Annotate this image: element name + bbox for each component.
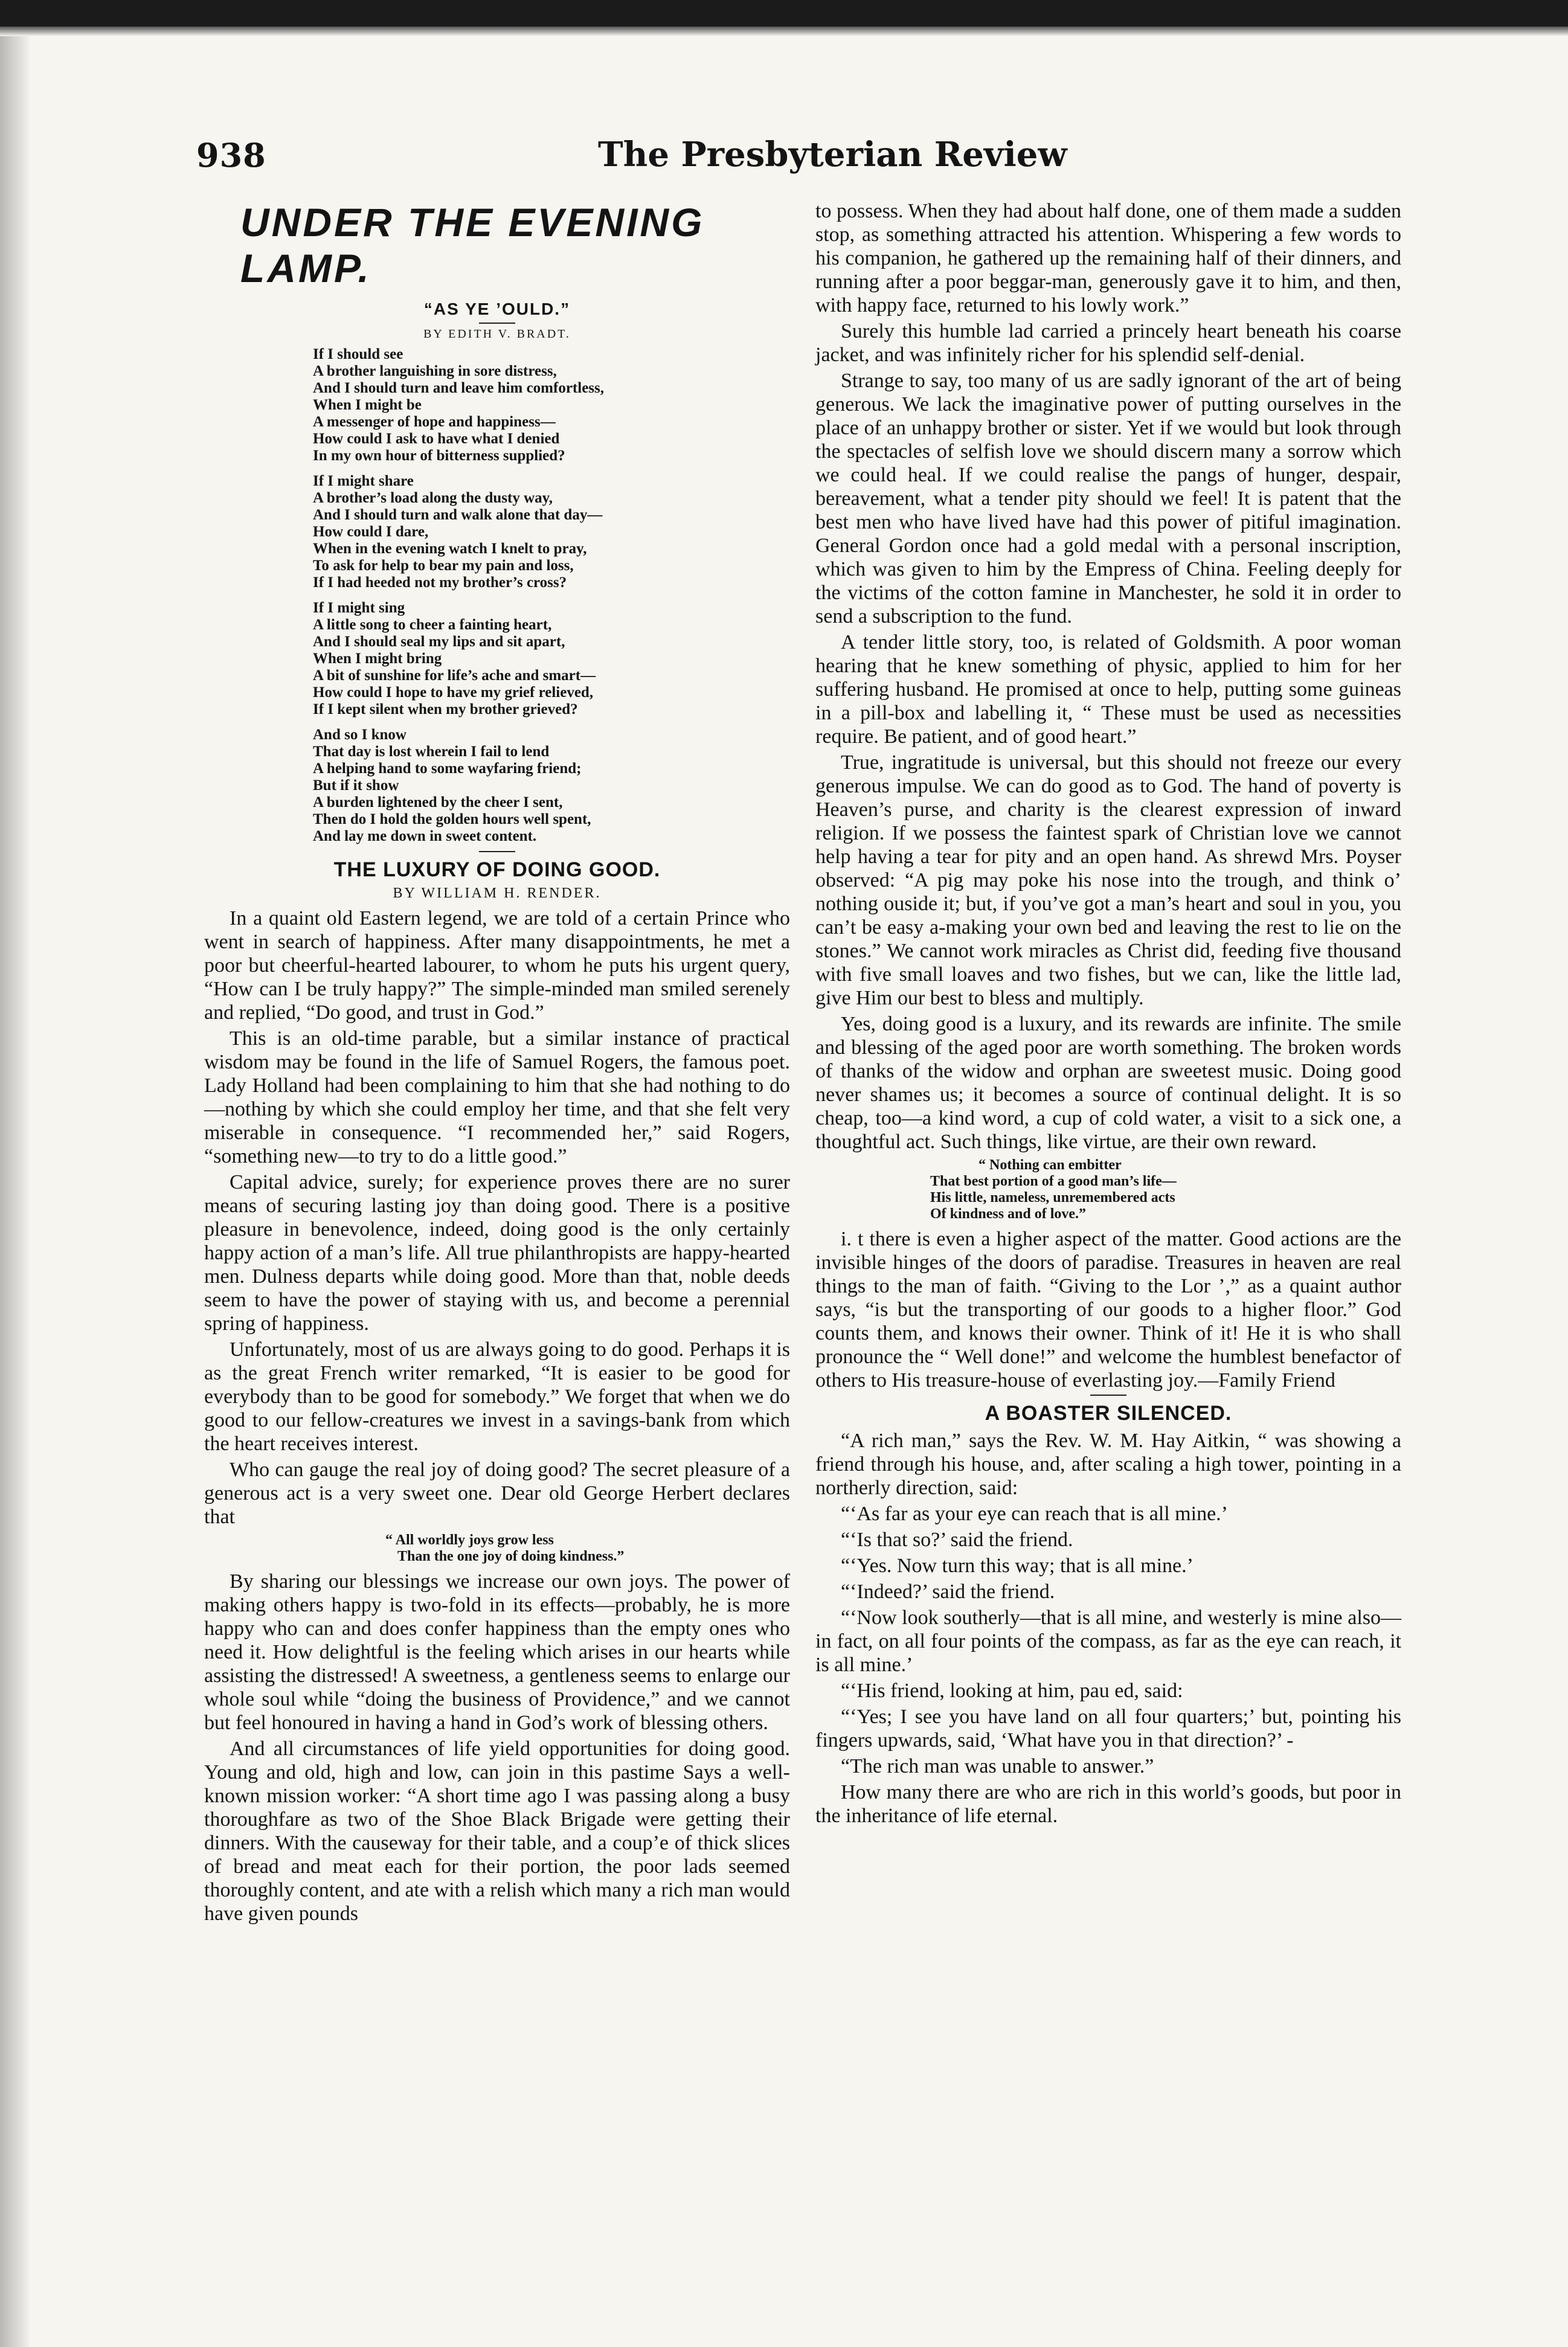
poem-byline: BY EDITH V. BRADT. <box>423 327 571 341</box>
verse-quote <box>930 1157 1401 1222</box>
quote-line: That best portion of a good man’s life— <box>930 1174 1177 1189</box>
paragraph: “‘Yes. Now turn this way; that is all mine.’ <box>841 1555 1194 1577</box>
paragraph: to possess. When they had about half done, one of them made a sudden stop, as something attracted his attention. Whispering a few words to his companion, he gathered up the remaining half of their dinners, and running after a poor beggar-man, generously gave it to him, and then, with happy face, returned to his lowly work.” <box>815 200 1401 316</box>
paragraph: Who can gauge the real joy of doing good? The secret pleasure of a generous act is a very sweet one. Dear old George Herbert declares that <box>204 1459 790 1528</box>
article-title: A BOASTER SILENCED. <box>985 1402 1232 1425</box>
left-column <box>204 199 790 1928</box>
paragraph: “‘Indeed?’ said the friend. <box>841 1581 1055 1603</box>
paragraph: In a quaint old Eastern legend, we are told of a certain Prince who went in search of happiness. After many disappointments, he met a poor but cheerful-hearted labourer, to whom he puts his urgent query, “How can I be truly happy?” The simple-minded man smiled serenely and replied, “Do good, and trust in God.” <box>204 907 790 1024</box>
poem-line: A brother’s load along the dusty way, <box>313 490 553 506</box>
poem-line: That day is lost wherein I fail to lend <box>313 743 550 760</box>
poem-line: If I had heeded not my brother’s cross? <box>313 574 567 591</box>
quote-line: Of kindness and of love.” <box>930 1206 1087 1222</box>
poem-line: If I should see <box>313 346 403 362</box>
paragraph: “The rich man was unable to answer.” <box>841 1755 1154 1777</box>
running-head: The Presbyterian Review <box>598 135 1067 175</box>
poem-line: When I might bring <box>313 650 442 667</box>
poem-line: To ask for help to bear my pain and loss, <box>313 557 574 574</box>
scan-binding-edge <box>0 36 29 2347</box>
scan-top-shadow <box>0 27 1568 36</box>
poem-line: A messenger of hope and happiness— <box>313 414 556 430</box>
poem-line: When in the evening watch I knelt to pray, <box>313 541 587 557</box>
divider <box>479 323 515 324</box>
section-heading: UNDER THE EVENING LAMP. <box>240 200 705 291</box>
paragraph: How many there are who are rich in this world’s goods, but poor in the inheritance of life eternal. <box>815 1781 1401 1827</box>
paragraph: By sharing our blessings we increase our own joys. The power of making others happy is two-fold in its effects—probably, he is more happy who can and does confer happiness than the empty ones who need it. How delightful is the feeling which arises in our hearts while assisting the distressed! A sweetness, a gentleness seems to enlarge our whole soul while “doing the business of Providence,” and we cannot but feel honoured in having a hand in God’s work of blessing others. <box>204 1570 790 1734</box>
poem-body <box>313 346 790 845</box>
poem-line: In my own hour of bitterness supplied? <box>313 448 565 464</box>
poem-line: If I kept silent when my brother grieved? <box>313 701 578 718</box>
paragraph: “‘Now look southerly—that is all mine, and westerly is mine also—in fact, on all four points of the compass, as far as the eye can reach, it is all mine.’ <box>815 1607 1401 1676</box>
paragraph: “A rich man,” says the Rev. W. M. Hay Aitkin, “ was showing a friend through his house, and, after scaling a high tower, pointing in a northerly direction, said: <box>815 1430 1401 1499</box>
poem-line: And lay me down in sweet content. <box>313 828 537 844</box>
article-title: THE LUXURY OF DOING GOOD. <box>333 858 661 881</box>
poem-line: If I might sing <box>313 600 405 616</box>
poem-line: How could I ask to have what I denied <box>313 431 560 447</box>
paragraph: Capital advice, surely; for experience proves there are no surer means of securing lasting joy than doing good. There is a positive pleasure in benevolence, indeed, doing good is the only certainly happy action of a man’s life. All true philanthropists are happy-hearted men. Dulness departs while doing good. More than that, noble deeds seem to have the power of staying with us, and become a perennial spring of happiness. <box>204 1171 790 1335</box>
poem-line: A helping hand to some wayfaring friend; <box>313 760 582 777</box>
poem-line: How could I hope to have my grief relieved, <box>313 684 594 701</box>
right-column <box>815 199 1401 1830</box>
poem-line: If I might share <box>313 473 414 489</box>
poem-line: A bit of sunshine for life’s ache and smart— <box>313 667 596 684</box>
paragraph: “‘Yes; I see you have land on all four quarters;’ but, pointing his fingers upwards, said, ‘What have you in that direction?’ - <box>815 1706 1401 1751</box>
paragraph: i. t there is even a higher aspect of the matter. Good actions are the invisible hinges of the doors of paradise. Treasures in heaven are real things to the man of faith. “Giving to the Lor ’,” as a quaint author says, “is but the transporting of our goods to a higher floor.” God counts them, and knows their owner. Think of it! He it is who shall pronounce the “ Well done!” and welcome the humblest benefactor of others to His treasure-house of everlasting joy.—Family Friend <box>815 1228 1401 1392</box>
paragraph: True, ingratitude is universal, but this should not freeze our every generous impulse. We can do good as to God. The hand of poverty is Heaven’s purse, and charity is the clearest expression of inward religion. If we possess the faintest spark of Christian love we cannot help having a tear for pity and an open hand. As shrewd Mrs. Poyser observed: “A pig may poke his nose into the trough, and think o’ nothing ouside it; but, if you’ve got a man’s heart and soul in you, you can’t be easy a-making your own bed and leaving the rest to lie on the stones.” We cannot work miracles as Christ did, feeding five thousand with five small loaves and two fishes, but we can, like the little lad, give Him our best to bless and multiply. <box>815 751 1401 1009</box>
paragraph: Surely this humble lad carried a princely heart beneath his coarse jacket, and was infinitely richer for his splendid self-denial. <box>815 320 1401 366</box>
poem-line: And I should turn and leave him comfortless, <box>313 380 604 396</box>
paragraph: “‘Is that so?’ said the friend. <box>841 1529 1073 1551</box>
article-byline: BY WILLIAM H. RENDER. <box>393 885 602 901</box>
verse-quote <box>385 1532 790 1565</box>
poem-line: Then do I hold the golden hours well spent, <box>313 811 591 827</box>
poem-line: And I should seal my lips and sit apart, <box>313 634 565 650</box>
poem-line: A little song to cheer a fainting heart, <box>313 617 552 633</box>
divider <box>1090 1395 1126 1396</box>
poem-line: But if it show <box>313 777 399 794</box>
poem-line: When I might be <box>313 397 422 413</box>
quote-line: Than the one joy of doing kindness.” <box>397 1549 625 1564</box>
paragraph: “‘As far as your eye can reach that is all mine.’ <box>841 1503 1228 1525</box>
paragraph: Yes, doing good is a luxury, and its rewards are infinite. The smile and blessing of the aged poor are worth something. The broken words of thanks of the widow and orphan are sweetest music. Doing good never shames us; it becomes a source of continual delight. It is so cheap, too—a kind word, a cup of cold water, a visit to a sick one, a thoughtful act. Such things, like virtue, are their own reward. <box>815 1013 1401 1153</box>
poem-line: And I should turn and walk alone that day— <box>313 507 603 523</box>
paragraph: And all circumstances of life yield opportunities for doing good. Young and old, high and low, can join in this pastime Says a well-known mission worker: “A short time ago I was passing along a busy thoroughfare as two of the Shoe Black Brigade were getting their dinners. With the causeway for their table, and a coup’e of thick slices of bread and meat each for their portion, the poor lads seemed thoroughly content, and ate with a relish which many a rich man would have given pounds <box>204 1738 790 1925</box>
paragraph: “‘His friend, looking at him, pau ed, said: <box>841 1680 1183 1702</box>
paragraph: A tender little story, too, is related of Goldsmith. A poor woman hearing that he knew something of physic, applied to him for her suffering husband. He promised at once to help, putting some guineas in a pill-box and labelling it, “ These must be used as necessities require. Be patient, and of good heart.” <box>815 631 1401 748</box>
scan-top-edge <box>0 0 1568 27</box>
paragraph: This is an old-time parable, but a similar instance of practical wisdom may be found in the life of Samuel Rogers, the famous poet. Lady Holland had been complaining to him that she had nothing to do—nothing by which she could employ her time, and that she felt very miserable in consequence. “I recommended her,” said Rogers, “something new—to try to do a little good.” <box>204 1027 790 1167</box>
paragraph: Strange to say, too many of us are sadly ignorant of the art of being generous. We lack the imaginative power of putting ourselves in the place of an unhappy brother or sister. Yet if we would but look through the spectacles of selfish love we should discern many a sorrow which we could heal. If we could realise the pangs of hunger, despair, bereavement, what a tender pity should we feel! It is patent that the best men who have lived have had this power of pitiful imagination. General Gordon once had a gold medal with a personal inscription, which was given to him by the Empress of China. Feeling deeply for the victims of the cotton famine in Manchester, he sold it in order to send a subscription to the fund. <box>815 370 1401 628</box>
poem-line: A brother languishing in sore distress, <box>313 363 557 379</box>
page-number: 938 <box>196 136 266 175</box>
poem-line: A burden lightened by the cheer I sent, <box>313 794 563 811</box>
quote-line: His little, nameless, unremembered acts <box>930 1190 1175 1206</box>
quote-line: “ Nothing can embitter <box>978 1157 1122 1173</box>
poem-title: “AS YE ’OULD.” <box>423 300 571 318</box>
paragraph: Unfortunately, most of us are always going to do good. Perhaps it is as the great French writer remarked, “It is easier to be good for everybody than to be good for somebody.” We forget that when we do good to our fellow-creatures we invest in a savings-bank from which the heart receives interest. <box>204 1338 790 1455</box>
divider <box>479 851 515 852</box>
poem-line: And so I know <box>313 727 406 743</box>
poem-line: How could I dare, <box>313 524 429 540</box>
quote-line: “ All worldly joys grow less <box>385 1532 554 1548</box>
